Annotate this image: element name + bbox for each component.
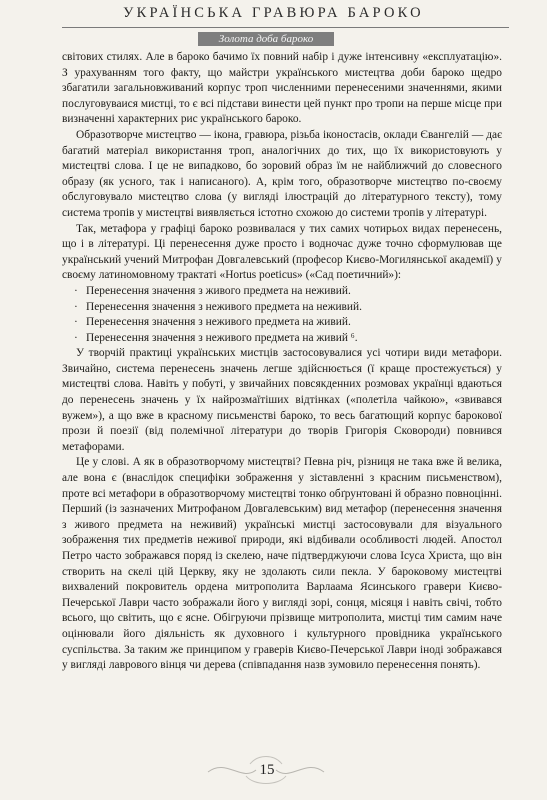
list-item: · Перенесення значення з неживого предмета на живий ⁶. (78, 331, 502, 347)
paragraph: Так, метафора у графіці бароко розвивалася у тих самих чотирьох видах перенесень, що і в літературі. Ці перенесення дуже просто і водночас дуже точно сформулював ще український учений Митрофан Довгалевський (професор Києво-Могилянської академії) у своєму латиномовному трактаті «Hortus poeticus» («Сад поетичний»): (62, 222, 502, 282)
running-header-title: УКРАЇНСЬКА ГРАВЮРА БАРОКО (123, 5, 424, 21)
list-item: · Перенесення значення з неживого предмета на живий. (78, 315, 502, 331)
running-header-subtitle: Золота доба бароко (198, 32, 334, 46)
paragraph: Образотворче мистецтво — ікона, гравюра, різьба іконостасів, оклади Євангелій — дає багатий матеріал використання троп, аналогічних до тих, що їх використовують у мистецтві слова. І це не випадково, бо зоровий образ їм не найближчий до словесного образу (як усного, так і написаного). А, крім того, образотворче мистецтво по-своєму обслуговувало мистецтво слова (у вигляді ілюстрацій до літературного тексту), тому система тропів у мистецтві виявляється істотно схожою до системи тропів у літературі. (62, 128, 502, 219)
header-divider (62, 27, 509, 28)
list-item: · Перенесення значення з неживого предмета на неживий. (78, 300, 502, 316)
paragraph: Це у слові. А як в образотворчому мистецтві? Певна річ, різниця не така вже й велика, але вона є (внаслідок специфіки зображення у зіставленні з красним письменством), проте всі метафори в образотворчому мистецтві тонко обґрунтовані й образно повноцінні. Перший (із зазначених Митрофаном Довгалевським) вид метафор (перенесення значення з живого предмета на неживий) українські мистці застосовували для візуального зображення тих предметів неживої природи, які відбивали особливості людей. Апостол Петро часто зображався поряд із скелею, наче підтверджуючи слова Ісуса Христа, що він створить на скелі цій Церкву, яку не здолають сили пекла. У бароковому мистецтві вихвалений покровитель ордена митрополита Варлаама Ясинського гравери Києво-Печерської Лаври часто зображали його у вигляді зорі, сонця, місяця і навіть свічі, тобто всього, що світить, що є ясне. Обігруючи прізвище митрополита, мистці тим самим наче оцінювали його діяльність як духовного і культурного провідника українського суспільства. За таким же принципом у граверів Києво-Печерської Лаври іноді зображався у вигляді лаврового вінця чи дерева (співпадання назв зумовило перенесення понять). (62, 456, 502, 672)
page-number: 15 (259, 762, 275, 778)
paragraph: У творчій практиці українських мистців застосовувалися усі чотири види метафори. Звичайно, система перенесень значень легше здійснюється (ї краще простежується) у мистецтві слова. Навіть у побуті, у звичайних повсякденних розмовах українці вдаються до перенесень значень у їх найрозмаїтіших відтінках («полетіла чайкою», «звивався вужем»), а що вже в красному письменстві бароко, то весь багатющий корпус барокової прози й поезії (від полемічної літератури до творів Григорія Сковороди) повнився метафорами. (62, 347, 502, 453)
list-item: · Перенесення значення з живого предмета на неживий. (78, 284, 502, 300)
paragraph: світових стилях. Але в бароко бачимо їх повний набір і дуже інтенсивну «експлуатацію». З урахуванням того факту, що майстри українського мистецтва доби бароко щедро збагатили загальновживаний корпус троп численними перенесеними значеннями, якими послуговуваися мистці, то є всі підстави винести цей пункт про тропи на перше місце при визначенні характерних рис українського бароко. (62, 51, 502, 126)
body-text (62, 50, 502, 674)
metaphor-types-list (62, 284, 502, 346)
